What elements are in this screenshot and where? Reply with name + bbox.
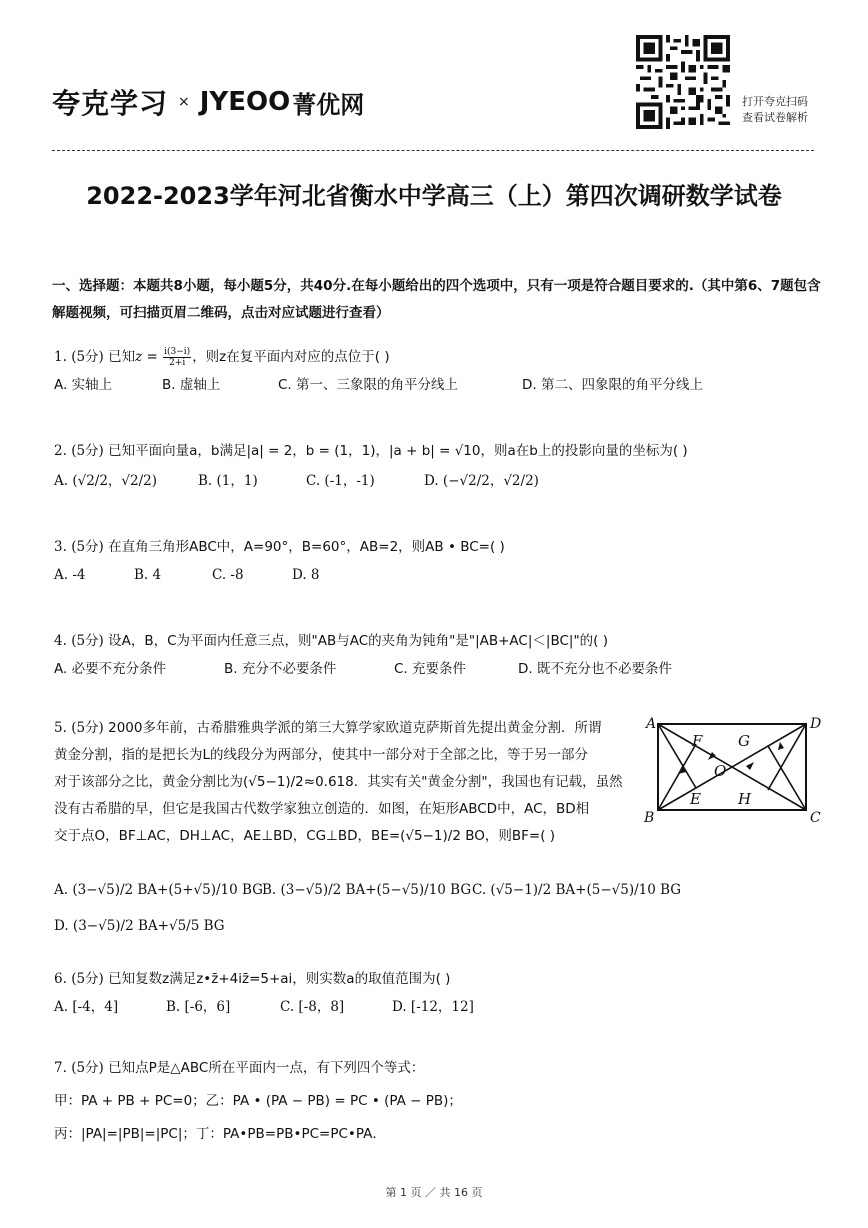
question-4	[54, 630, 824, 680]
label-a: A	[646, 716, 657, 732]
options	[54, 374, 824, 396]
option-d[interactable]: D. [-12，12]	[392, 999, 474, 1015]
page-title: 2022-2023学年河北省衡水中学高三（上）第四次调研数学试卷	[86, 182, 782, 210]
header-brand	[52, 82, 364, 122]
option-c[interactable]: C. 第一、三象限的角平分线上	[278, 377, 459, 393]
question-stem: 7. (5分) 已知点P是△ABC所在平面内一点，有下列四个等式：	[54, 1060, 425, 1076]
qr-caption-line2: 查看试卷解析	[742, 111, 808, 124]
option-d[interactable]: D. 第二、四象限的角平分线上	[522, 377, 703, 393]
question-stem-line: 5. (5分) 2000多年前，古希腊雅典学派的第三大算学家欧道克萨斯首先提出黄金分割．所谓	[54, 720, 602, 736]
question-7	[54, 1052, 824, 1151]
option-a[interactable]: A. (√2/2，√2/2)	[54, 473, 158, 489]
option-c[interactable]: C. 充要条件	[394, 661, 467, 677]
question-stem: 6. (5分) 已知复数z满足z•z̄+4iz̄=5+ai，则实数a的取值范围为( )	[54, 971, 451, 987]
option-c[interactable]: C. -8	[212, 567, 244, 583]
options	[54, 996, 824, 1018]
option-a[interactable]: A. 实轴上	[54, 377, 113, 393]
option-b[interactable]: B. [-6，6]	[166, 999, 231, 1015]
label-b: B	[644, 810, 655, 826]
question-stem: 3. (5分) 在直角三角形ABC中，A=90°，B=60°，AB=2，则AB • BC=( )	[54, 539, 505, 555]
option-b[interactable]: B. (3−√5)/2 BA+(5−√5)/10 BG	[262, 882, 472, 898]
label-f: F	[692, 732, 703, 750]
option-c[interactable]: C. (√5−1)/2 BA+(5−√5)/10 BG	[472, 882, 682, 898]
question-stem: 2. (5分) 已知平面向量a，b满足|a| = 2，b = (1，1)，|a + b| = √10，则a在b上的投影向量的坐标为( )	[54, 443, 688, 459]
option-d[interactable]: D. 8	[292, 567, 320, 583]
label-o: O	[714, 762, 727, 780]
option-d[interactable]: D. 既不充分也不必要条件	[518, 661, 672, 677]
statement-bing-ding: 丙：|PA|=|PB|=|PC|；丁：PA•PB=PB•PC=PC•PA．	[54, 1126, 386, 1142]
option-a[interactable]: A. (3−√5)/2 BA+(5+√5)/10 BG	[54, 882, 263, 898]
label-c: C	[810, 810, 821, 826]
option-d[interactable]: D. (−√2/2，√2/2)	[424, 473, 539, 489]
qr-caption-line1: 打开夸克扫码	[742, 95, 808, 108]
question-3	[54, 536, 824, 586]
question-stem-line: 对于该部分之比，黄金分割比为(√5−1)/2≈0.618．其实有关"黄金分割"，我国也有记载，虽然	[54, 774, 623, 790]
brand-quark-logo: 夸克学习	[52, 87, 169, 120]
section-heading: 一、选择题：本题共8小题，每小题5分，共40分.在每小题给出的四个选项中，只有一项是符合题目要求的.（其中第6、7题包含解题视频，可扫描页眉二维码，点击对应试题进行查看）	[52, 278, 821, 321]
label-d: D	[810, 716, 822, 732]
question-6	[54, 968, 824, 1018]
brand-jyeoo-cn: 菁优网	[292, 90, 365, 119]
question-stem-line: 没有古希腊的早，但它是我国古代数学家独立创造的．如图，在矩形ABCD中，AC，BD相	[54, 801, 590, 817]
option-a[interactable]: A. [-4，4]	[54, 999, 119, 1015]
option-b[interactable]: B. 4	[134, 567, 162, 583]
option-c[interactable]: C. (-1，-1)	[306, 473, 375, 489]
question-stem-line: 黄金分割，指的是把长为L的线段分为两部分，使其中一部分对于全部之比，等于另一部分	[54, 747, 589, 763]
question-5-options	[54, 872, 824, 944]
options	[54, 658, 824, 680]
fraction: $\frac{i(3-i)}{2+i}$	[164, 347, 191, 368]
question-1	[54, 346, 824, 396]
question-stem: 4. (5分) 设A，B，C为平面内任意三点，则"AB与AC的夹角为钝角"是"|AB+AC|＜|BC|"的( )	[54, 633, 608, 649]
brand-jyeoo-logo: JYEOO	[199, 87, 291, 117]
option-c[interactable]: C. [-8，8]	[280, 999, 345, 1015]
brand-times-sign: ×	[178, 94, 190, 110]
option-a[interactable]: A. -4	[54, 567, 86, 583]
label-e: E	[690, 790, 701, 808]
option-b[interactable]: B. 充分不必要条件	[224, 661, 337, 677]
rectangle-figure	[638, 712, 824, 830]
label-g: G	[738, 732, 750, 750]
option-d[interactable]: D. (3−√5)/2 BA+√5/5 BG	[54, 918, 225, 934]
statement-jia-yi: 甲：PA + PB + PC=0；乙：PA • (PA − PB) = PC • (PA − PB)；	[54, 1093, 462, 1109]
option-a[interactable]: A. 必要不充分条件	[54, 661, 167, 677]
label-h: H	[738, 790, 752, 808]
question-stem-line: 交于点O，BF⊥AC，DH⊥AC，AE⊥BD，CG⊥BD，BE=(√5−1)/2 BO，则BF=( )	[54, 828, 556, 844]
option-b[interactable]: B. 虚轴上	[162, 377, 221, 393]
qr-code-icon[interactable]	[636, 35, 730, 129]
question-stem: 1. (5分) 已知z = $\frac{i(3-i)}{2+i}$ ，则z在复平面内对应的点位于( )	[54, 347, 390, 368]
qr-caption	[742, 94, 808, 126]
options	[54, 564, 824, 586]
page-footer: 第 1 页 ／ 共 16 页	[385, 1186, 483, 1199]
question-2	[54, 440, 824, 492]
options	[54, 470, 824, 492]
question-5	[54, 715, 636, 850]
option-b[interactable]: B. (1，1)	[198, 473, 258, 489]
header-divider	[52, 150, 814, 151]
